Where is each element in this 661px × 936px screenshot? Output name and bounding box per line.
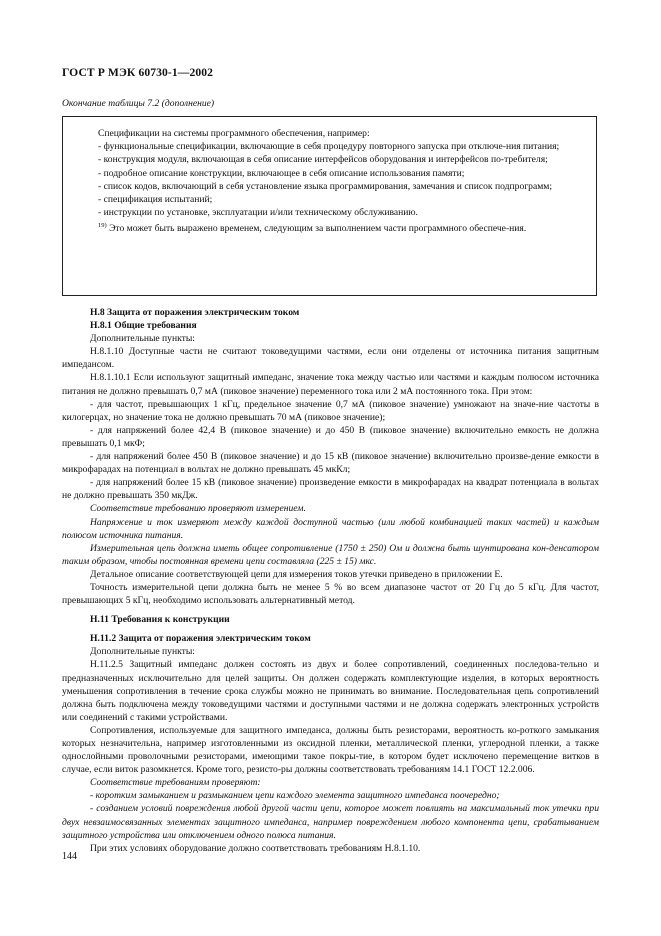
footnote-text: Это может быть выражено временем, следующим за выполнением части программного обеспече-ния. bbox=[106, 223, 527, 235]
body-paragraph: Сопротивления, используемые для защитного импеданса, должны быть резисторами, вероятность ко-роткого замыкания которых незначительна, например изготовленными из оксидной пленки, металлической пленки, углеродной пленки, а также однослойными проволочными резисторами, имеющими такое покры-тие, в котором будет исключено перемещение витков в случае, если виток разомкнется. Кроме того, резисто-ры должны соответствовать требованиям 14.1 ГОСТ 12.2.006. bbox=[62, 724, 599, 776]
table-footnote bbox=[69, 219, 590, 235]
table-line: Спецификации на системы программного обеспечения, например: bbox=[98, 128, 370, 139]
body-paragraph: - для частот, превышающих 1 кГц, предельное значение 0,7 мА (пиковое значение) умножают на значе-ние частоты в килогерцах, но значение тока не должно превышать 70 мА (пиковое значение); bbox=[62, 398, 599, 423]
body-paragraph: Н.11.2.5 Защитный импеданс должен состоять из двух и более сопротивлений, соединенных последова-тельно и предназначенных исключительно для целей защиты. Он должен содержать комплектующие изделия, в которых вероятность уменьшения сопротивления в течение срока службы можно не принимать во внимание. Последовательная цепь сопротивлений должна быть подключена между токоведущими частями и доступными частями и не должна содержать электронных устройств или соединений с такими устройствами. bbox=[62, 659, 599, 723]
body-paragraph: Н.8.1.10.1 Если используют защитный импеданс, значение тока между частью или частями и каждым полюсом источника питания не должно превышать 0,7 мА (пиковое значение) переменного тока или 2 мА постоянного тока. При этом: bbox=[62, 372, 599, 397]
body-paragraph: При этих условиях оборудование должно соответствовать требованиям Н.8.1.10. bbox=[90, 842, 421, 854]
table-line: - конструкция модуля, включающая в себя описание интерфейсов оборудования и интерфейсов по-требителя; bbox=[98, 154, 548, 166]
table-line: - подробное описание конструкции, включающее в себя описание использования памяти; bbox=[98, 167, 465, 179]
body-paragraph: - для напряжений более 42,4 В (пиковое значение) и до 450 В (пиковое значение) включительно емкость не должна превышать 0,1 мкФ; bbox=[62, 424, 599, 449]
page-number: 144 bbox=[62, 851, 77, 862]
body-paragraph: - созданием условий повреждения любой другой части цепи, которое может повлиять на максимальный ток утечки при двух невзаимосвязанных элементах защитного импеданса, например повреждением любого компонента цепи, срабатыванием защитного устройства или отключением одного полюса питания. bbox=[62, 803, 599, 841]
table-7-2-continuation bbox=[62, 116, 597, 296]
body-paragraph: Детальное описание соответствующей цепи для измерения токов утечки приведено в приложении Е. bbox=[90, 568, 503, 580]
footnote-mark: 19) bbox=[98, 222, 107, 230]
body-paragraph: - коротким замыканием и размыканием цепи каждого элемента защитного импеданса поочередно; bbox=[90, 790, 500, 802]
body-paragraph: Точность измерительной цепи должна быть не менее 5 % во всем диапазоне частот от 20 Гц до 5 кГц. Для частот, превышающих 5 кГц, необходимо использовать альтернативный метод. bbox=[62, 581, 599, 607]
table-line: - список кодов, включающий в себя установление языка программирования, замечания и список подпрограмм; bbox=[98, 180, 553, 192]
body-paragraph: Дополнительные пункты: bbox=[90, 646, 195, 658]
body-paragraph: - для напряжений более 450 В (пиковое значение) и до 15 кВ (пиковое значение) включительно произве-дение емкости в микрофарадах на потенциал в вольтах не должно превышать 45 мкКл; bbox=[62, 451, 599, 476]
section-heading: Н.11 Требования к конструкции bbox=[90, 614, 230, 626]
table-caption: Окончание таблицы 7.2 (дополнение) bbox=[62, 98, 215, 109]
section-heading: Н.11.2 Защита от поражения электрическим током bbox=[90, 633, 311, 645]
body-paragraph: Соответствие требованиям проверяют: bbox=[90, 777, 261, 789]
section-heading: Н.8 Защита от поражения электрическим током bbox=[90, 307, 300, 318]
document-header: ГОСТ Р МЭК 60730-1—2002 bbox=[62, 66, 214, 79]
table-line: - спецификация испытаний; bbox=[98, 194, 213, 206]
body-paragraph: Измерительная цепь должна иметь общее сопротивление (1750 ± 250) Ом и должна быть шунтирована кон-денсатором таким образом, чтобы постоянная времени цепи составляла (225 ± 15) мкс. bbox=[62, 542, 599, 567]
body-paragraph: Напряжение и ток измеряют между каждой доступной частью (или любой комбинацией таких частей) и каждым полюсом источника питания. bbox=[62, 516, 599, 541]
section-heading: Н.8.1 Общие требования bbox=[90, 320, 197, 332]
table-line: - функциональные спецификации, включающие в себя процедуру повторного запуска при отключе-ния питания; bbox=[98, 141, 560, 153]
body-paragraph: Н.8.1.10 Доступные части не считают токоведущими частями, если они отделены от источника питания защитным импедансом. bbox=[62, 346, 599, 371]
table-line: - инструкции по установке, эксплуатации и/или техническому обслуживанию. bbox=[98, 207, 418, 219]
body-paragraph: Соответствие требованию проверяют измерением. bbox=[90, 503, 306, 515]
body-paragraph: Дополнительные пункты: bbox=[90, 333, 195, 345]
body-paragraph: - для напряжений более 15 кВ (пиковое значение) произведение емкости в микрофарадах на квадрат потенциала в вольтах не должно превышать 350 мкДж. bbox=[62, 477, 599, 502]
body-text bbox=[62, 306, 599, 855]
